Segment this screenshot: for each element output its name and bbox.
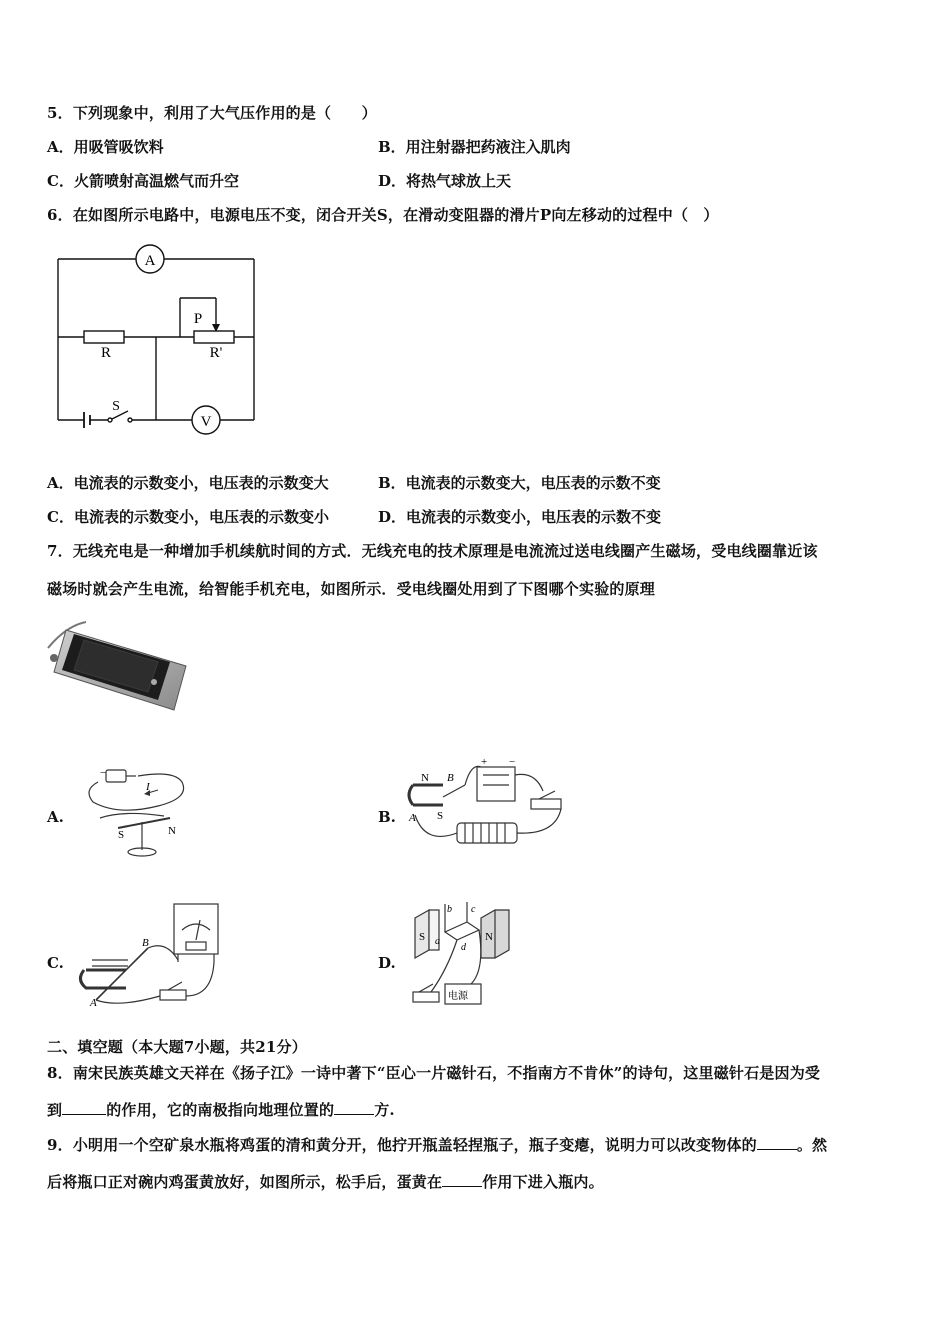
svg-text:B: B: [447, 772, 454, 784]
q5-option-a: A．用吸管吸饮料: [47, 138, 164, 156]
svg-text:d: d: [461, 942, 466, 953]
oersted-experiment-figure: [78, 760, 198, 865]
q6-option-d: D．电流表的示数变小，电压表的示数不变: [378, 508, 662, 526]
svg-text:N: N: [421, 772, 429, 784]
svg-text:I: I: [146, 781, 150, 793]
switch-icon: [108, 418, 112, 422]
battery-icon: [106, 770, 126, 782]
rheostat-icon: [194, 331, 234, 343]
q8-line2: 到 的作用，它的南极指向地理位置的 方.: [47, 1101, 395, 1119]
svg-text:+: +: [481, 756, 488, 768]
galvanometer-icon: [174, 904, 218, 954]
q7-option-a-label: A.: [47, 808, 64, 826]
q7-option-b-label: B.: [378, 808, 396, 826]
switch-icon: [531, 799, 561, 809]
voltmeter-label: V: [200, 414, 212, 430]
ammeter-label: A: [144, 253, 156, 269]
q8-line1: 8．南宋民族英雄文天祥在《扬子江》一诗中著下“臣心一片磁针石，不指南方不肯休”的诗句，这里磁针石是因为受: [47, 1064, 821, 1082]
switch-icon: [160, 990, 186, 1000]
q8-blank-1[interactable]: [62, 1100, 106, 1115]
resistor-r-icon: [84, 331, 124, 343]
battery-box-icon: [477, 767, 515, 801]
svg-text:N: N: [485, 931, 493, 943]
q5-stem: 5．下列现象中，利用了大气压作用的是（ ）: [47, 104, 377, 122]
q9-blank-1[interactable]: [757, 1135, 797, 1150]
svg-text:−: −: [100, 767, 107, 779]
svg-text:电源: 电源: [448, 991, 468, 1002]
induction-experiment-figure-b: [405, 755, 570, 863]
svg-text:S: S: [419, 931, 426, 943]
svg-text:A: A: [409, 812, 416, 824]
q5-option-d: D．将热气球放上天: [378, 172, 512, 190]
q5-option-c: C．火箭喷射高温燃气而升空: [47, 172, 239, 190]
q6-stem: 6．在如图所示电路中，电源电压不变，闭合开关S，在滑动变阻器的滑片P向左移动的过程中（ ）: [47, 206, 719, 224]
q7-option-d-label: D.: [378, 954, 396, 972]
q8-blank-2[interactable]: [334, 1100, 374, 1115]
switch-label: S: [112, 399, 120, 414]
svg-text:−: −: [509, 756, 516, 768]
svg-text:A: A: [90, 997, 97, 1009]
q7-stem-line2: 磁场时就会产生电流，给智能手机充电，如图所示．受电线圈处用到了下图哪个实验的原理: [47, 580, 656, 598]
q9-line2: 后将瓶口正对碗内鸡蛋黄放好，如图所示，松手后，蛋黄在 作用下进入瓶内。: [47, 1173, 604, 1191]
q5-option-b: B．用注射器把药液注入肌肉: [378, 138, 571, 156]
svg-text:S: S: [437, 810, 444, 822]
circuit-diagram: [50, 240, 265, 435]
q7-stem-line1: 7．无线充电是一种增加手机续航时间的方式．无线充电的技术原理是电流流过送电线圈产生磁场，受电线圈靠近该: [47, 542, 818, 560]
q6-option-a: A．电流表的示数变小，电压表的示数变大: [47, 474, 329, 492]
wireless-charger-image: [46, 608, 196, 713]
svg-text:b: b: [447, 904, 452, 915]
slider-label: P: [193, 311, 203, 327]
q6-option-c: C．电流表的示数变小，电压表的示数变小: [47, 508, 329, 526]
motor-experiment-figure-d: [405, 900, 515, 1012]
solenoid-icon: [457, 823, 517, 843]
svg-text:B: B: [142, 937, 149, 949]
svg-text:S: S: [118, 829, 125, 841]
galvanometer-experiment-figure: [78, 900, 228, 1012]
svg-text:a: a: [435, 936, 440, 947]
resistor-label: R: [100, 345, 112, 361]
compass-needle-icon: [118, 818, 170, 828]
svg-text:c: c: [471, 904, 476, 915]
section-title: 二、填空题（本大题7小题，共21分）: [47, 1038, 307, 1056]
q9-blank-2[interactable]: [442, 1172, 482, 1187]
q7-option-c-label: C.: [47, 954, 64, 972]
q6-option-b: B．电流表的示数变大，电压表的示数不变: [378, 474, 661, 492]
switch-icon: [413, 992, 439, 1002]
rheostat-label: R': [209, 345, 223, 361]
q9-line1: 9．小明用一个空矿泉水瓶将鸡蛋的清和黄分开，他拧开瓶盖轻捏瓶子，瓶子变瘪，说明力可以改变物体的 。然: [47, 1136, 828, 1154]
svg-text:N: N: [168, 825, 176, 837]
